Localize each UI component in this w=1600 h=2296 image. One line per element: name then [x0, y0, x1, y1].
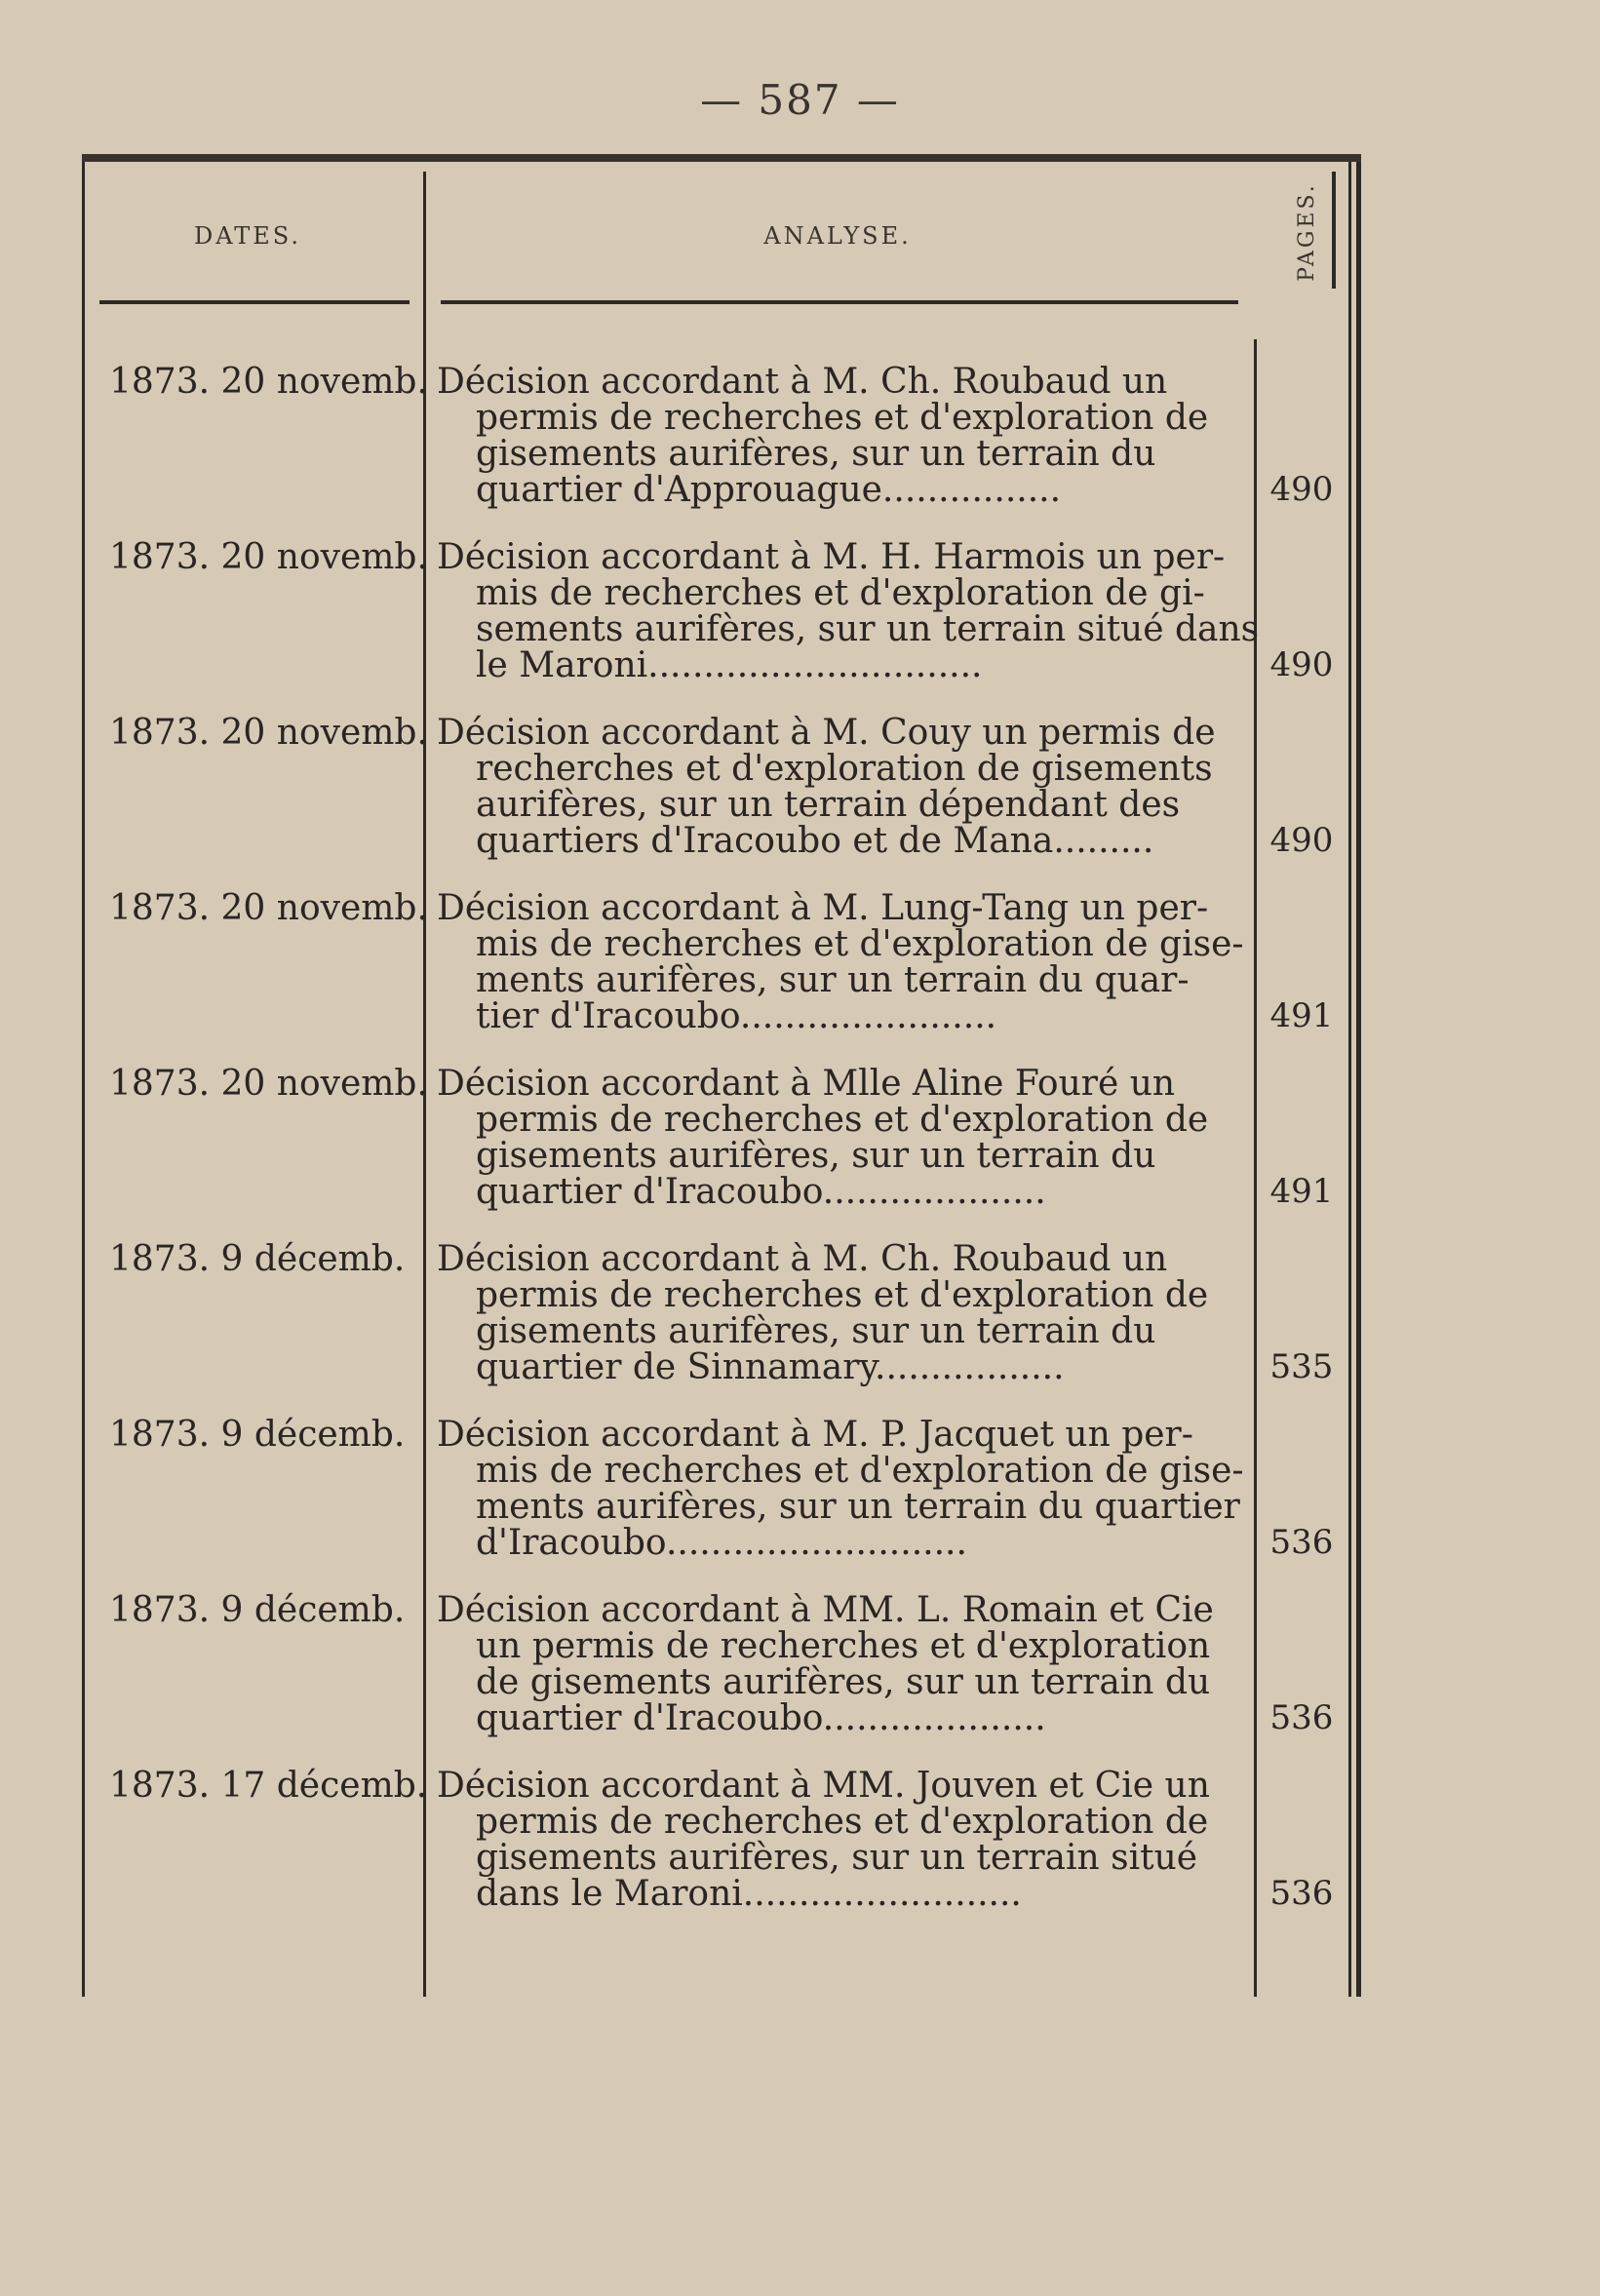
- entries-list: [82, 364, 1361, 1943]
- analysis-line: Décision accordant à Mlle Aline Fouré un: [437, 1064, 1176, 1104]
- analysis-line: de gisements aurifères, sur un terrain du: [476, 1662, 1211, 1702]
- analysis-line: gisements aurifères, sur un terrain du: [476, 434, 1156, 474]
- analysis-line: d'Iracoubo...........................: [476, 1523, 967, 1563]
- analysis-line: un permis de recherches et d'exploration: [476, 1626, 1211, 1666]
- entry-date: 1873. 17 décemb.: [109, 1766, 428, 1806]
- table-row: [82, 1241, 1361, 1417]
- table-row: [82, 1066, 1361, 1241]
- analysis-header-underline: [441, 300, 1238, 304]
- analysis-line: permis de recherches et d'exploration de: [476, 1275, 1209, 1315]
- entry-page-number: 491: [1269, 1172, 1334, 1211]
- analysis-line: gisements aurifères, sur un terrain du: [476, 1136, 1156, 1176]
- dates-header-underline: [99, 300, 410, 304]
- analysis-line: mis de recherches et d'exploration de gise-: [476, 924, 1244, 964]
- entry-page-number: 536: [1269, 1523, 1334, 1562]
- entry-analysis: [437, 1417, 1244, 1561]
- analysis-line: Décision accordant à M. H. Harmois un per-: [437, 537, 1226, 577]
- table-row: [82, 364, 1361, 539]
- analysis-line: sements aurifères, sur un terrain situé dans: [476, 609, 1260, 649]
- entry-page-number: 490: [1269, 645, 1334, 684]
- analysis-line: quartiers d'Iracoubo et de Mana.........: [476, 821, 1154, 861]
- analysis-line: quartier d'Approuague................: [476, 470, 1062, 510]
- analysis-line: Décision accordant à MM. L. Romain et Cie: [437, 1590, 1214, 1630]
- analysis-line: Décision accordant à M. Ch. Roubaud un: [437, 1239, 1168, 1279]
- analysis-line: le Maroni..............................: [476, 645, 983, 685]
- index-table: [82, 154, 1361, 1997]
- entry-analysis: [437, 1592, 1244, 1736]
- analysis-line: gisements aurifères, sur un terrain situé: [476, 1838, 1198, 1878]
- dates-header: DATES.: [193, 222, 301, 250]
- table-row: [82, 1768, 1361, 1943]
- entry-date: 1873. 9 décemb.: [109, 1415, 406, 1455]
- analysis-line: ments aurifères, sur un terrain du quar-: [476, 960, 1190, 1000]
- entry-analysis: [437, 537, 1260, 685]
- entry-page-number: 491: [1269, 996, 1334, 1035]
- entry-analysis: [437, 715, 1244, 859]
- analysis-line: permis de recherches et d'exploration de: [476, 1802, 1209, 1842]
- entry-date: 1873. 20 novemb.: [109, 713, 428, 753]
- entry-date: 1873. 20 novemb.: [109, 888, 428, 928]
- entry-date: 1873. 9 décemb.: [109, 1590, 406, 1630]
- entry-page-number: 536: [1269, 1874, 1334, 1913]
- analysis-header: ANALYSE.: [763, 222, 912, 250]
- analysis-line: mis de recherches et d'exploration de gi-: [476, 573, 1205, 613]
- analysis-line: Décision accordant à M. Lung-Tang un per-: [437, 888, 1209, 928]
- entry-page-number: 536: [1269, 1698, 1334, 1737]
- entry-page-number: 490: [1269, 470, 1334, 509]
- analysis-line: tier d'Iracoubo.......................: [476, 996, 997, 1036]
- entry-analysis: [437, 1066, 1244, 1210]
- analysis-line: dans le Maroni.........................: [476, 1874, 1022, 1914]
- analysis-line: mis de recherches et d'exploration de gise-: [476, 1451, 1244, 1491]
- analysis-line: permis de recherches et d'exploration de: [476, 398, 1209, 438]
- analysis-line: Décision accordant à MM. Jouven et Cie un: [437, 1766, 1210, 1806]
- table-row: [82, 539, 1361, 715]
- entry-analysis: [437, 364, 1244, 508]
- analysis-line: quartier d'Iracoubo....................: [476, 1172, 1046, 1212]
- top-rule: [82, 154, 1361, 162]
- analysis-line: gisements aurifères, sur un terrain du: [476, 1311, 1156, 1351]
- analysis-line: aurifères, sur un terrain dépendant des: [476, 785, 1181, 825]
- table-row: [82, 1417, 1361, 1592]
- analysis-line: Décision accordant à M. Couy un permis de: [437, 713, 1216, 753]
- pages-header: PAGES.: [1295, 182, 1319, 282]
- analysis-line: recherches et d'exploration de gisements: [476, 749, 1213, 789]
- entry-date: 1873. 20 novemb.: [109, 362, 428, 402]
- analysis-line: quartier d'Iracoubo....................: [476, 1698, 1046, 1738]
- table-row: [82, 715, 1361, 890]
- analysis-line: Décision accordant à M. Ch. Roubaud un: [437, 362, 1168, 402]
- analysis-line: Décision accordant à M. P. Jacquet un per-: [437, 1415, 1193, 1455]
- entry-date: 1873. 9 décemb.: [109, 1239, 406, 1279]
- entry-analysis: [437, 890, 1244, 1034]
- entry-date: 1873. 20 novemb.: [109, 1064, 428, 1104]
- entry-page-number: 535: [1269, 1347, 1334, 1386]
- page-number: — 587 —: [700, 76, 900, 124]
- entry-page-number: 490: [1269, 821, 1334, 860]
- analysis-line: permis de recherches et d'exploration de: [476, 1100, 1209, 1140]
- entry-date: 1873. 20 novemb.: [109, 537, 428, 577]
- entry-analysis: [437, 1768, 1244, 1912]
- table-row: [82, 1592, 1361, 1768]
- analysis-line: quartier de Sinnamary.................: [476, 1347, 1065, 1387]
- entry-analysis: [437, 1241, 1244, 1385]
- analysis-line: ments aurifères, sur un terrain du quartier: [476, 1487, 1240, 1527]
- table-row: [82, 890, 1361, 1066]
